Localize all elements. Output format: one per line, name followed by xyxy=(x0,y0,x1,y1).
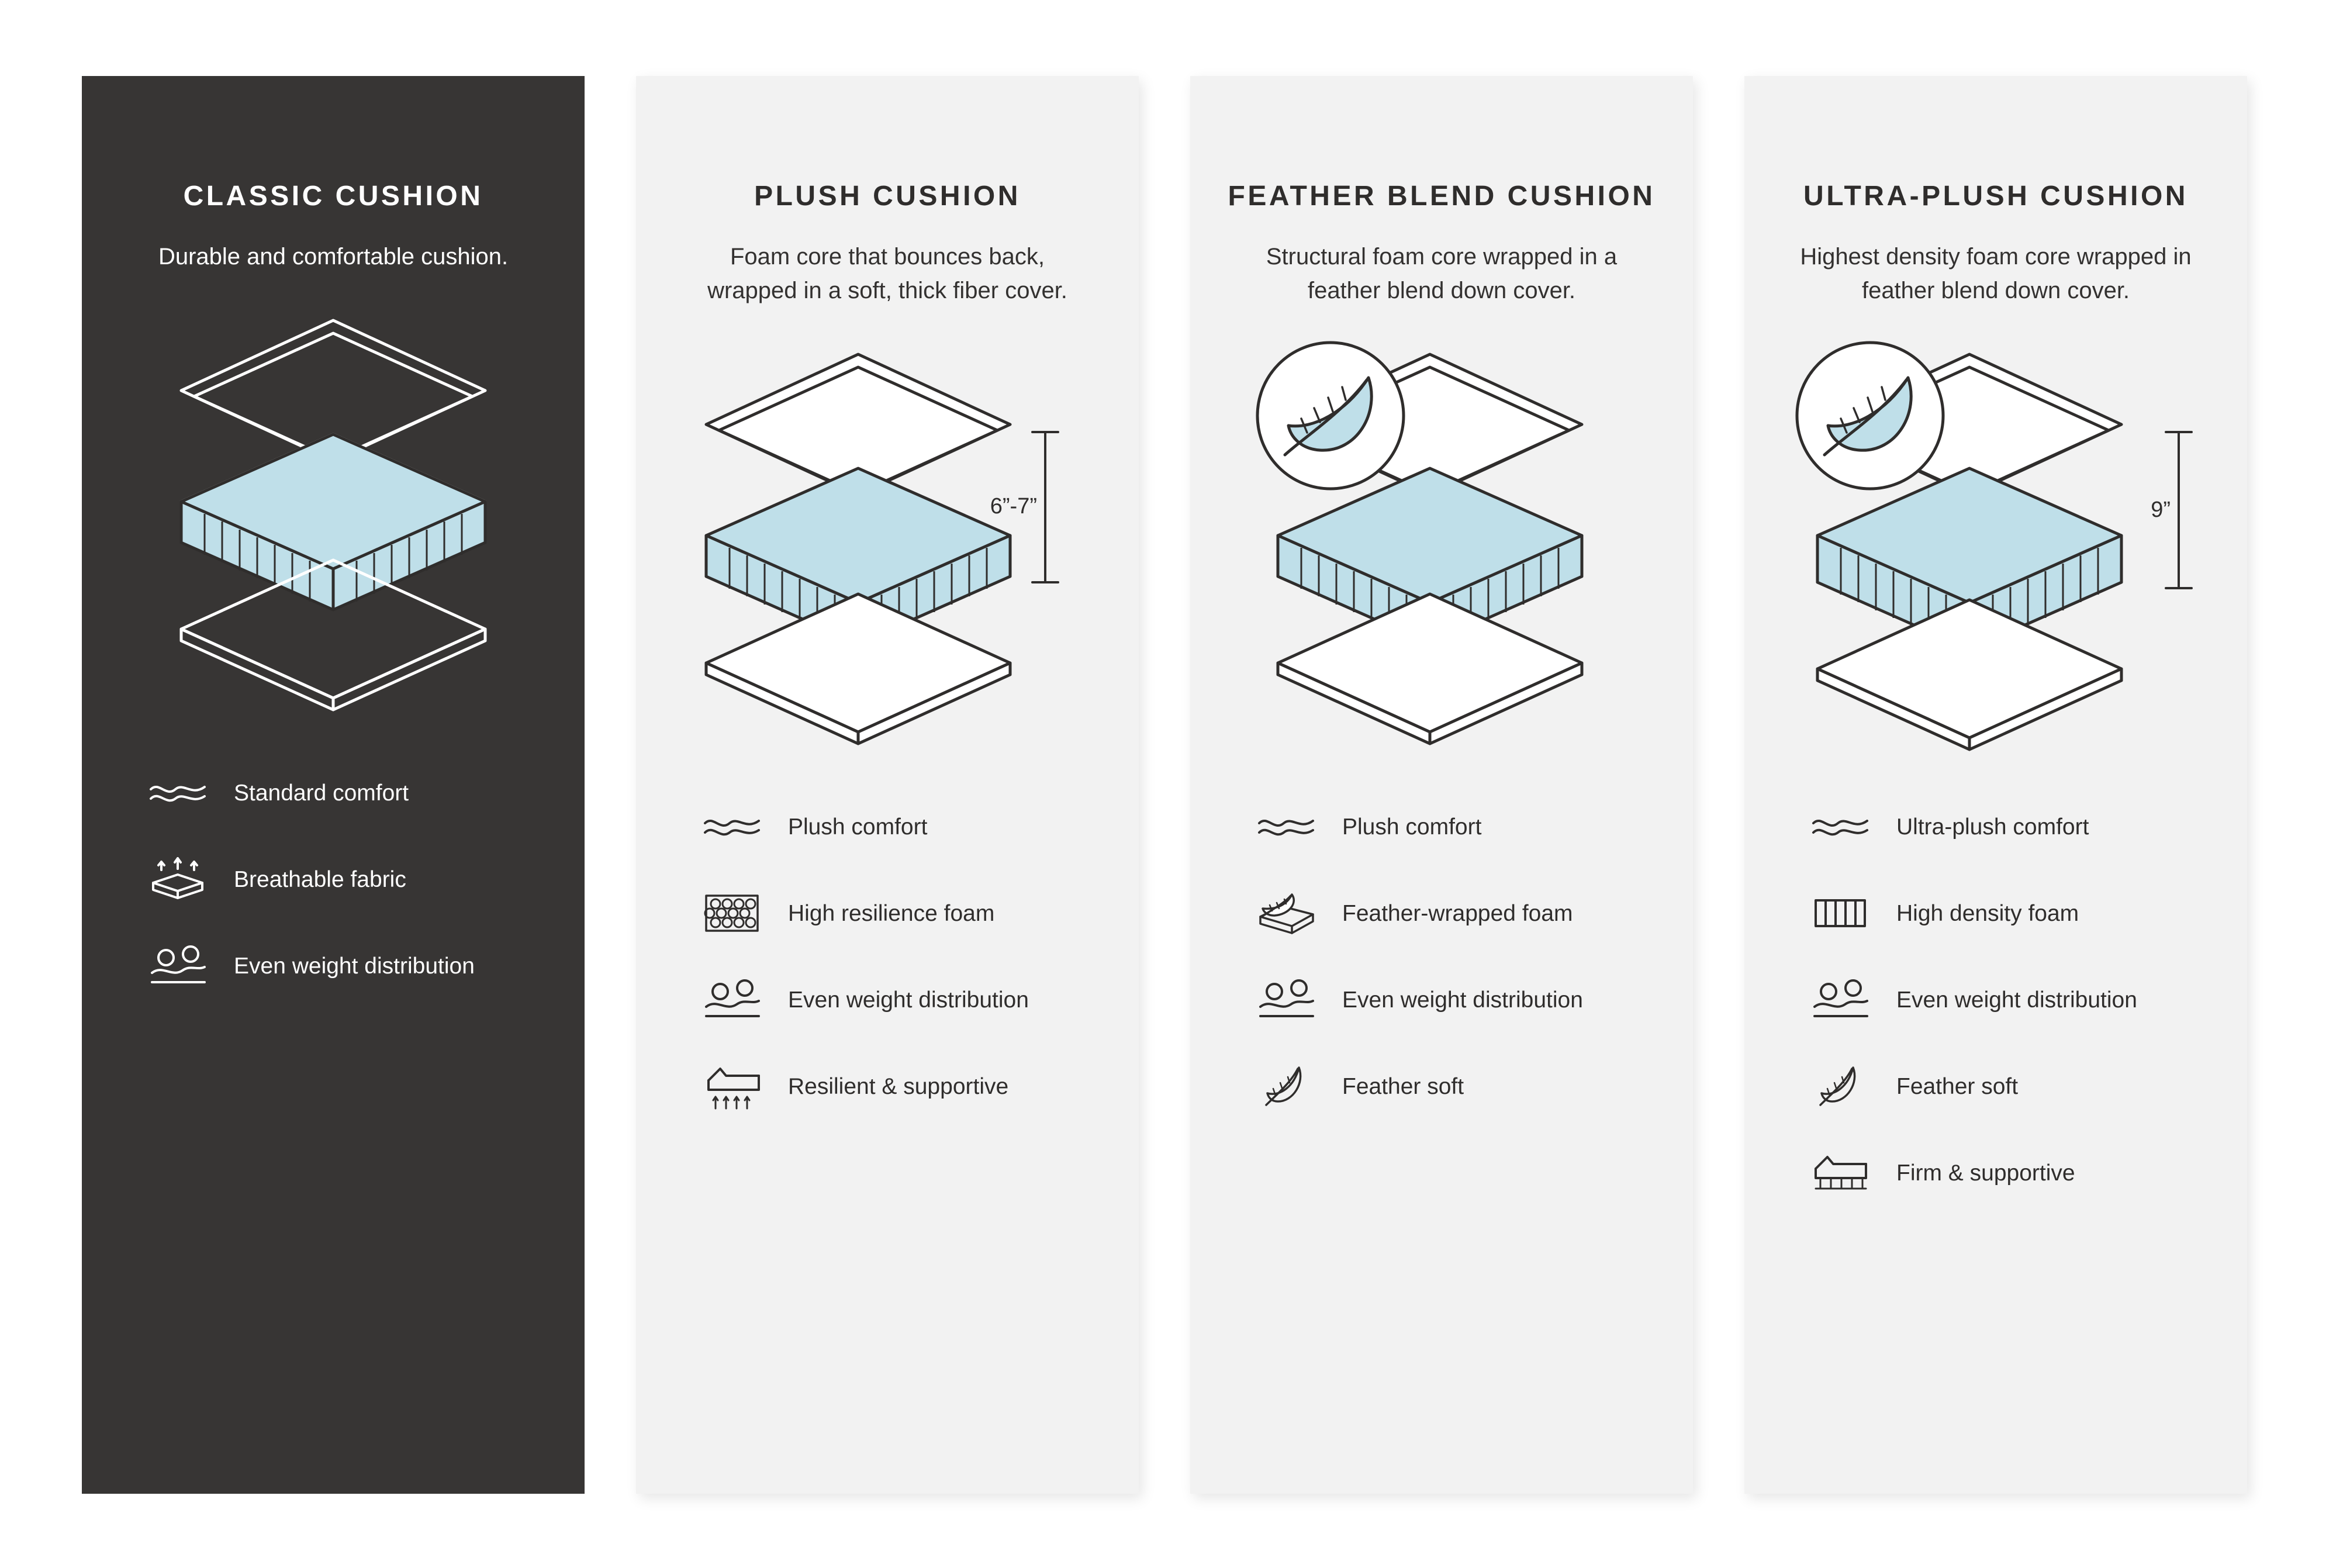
feature-label: Feather-wrapped foam xyxy=(1342,900,1573,926)
feature-label: Plush comfort xyxy=(788,814,928,840)
feature-label: Firm & supportive xyxy=(1896,1160,2075,1186)
feature-item xyxy=(1809,1145,2212,1201)
card-description: Highest density foam core wrapped in feather blend down cover. xyxy=(1800,244,2192,304)
weight-distribution-icon xyxy=(700,972,763,1028)
feature-item xyxy=(1255,799,1658,855)
feature-label: Resilient & supportive xyxy=(788,1073,1009,1099)
feature-item xyxy=(1809,1058,2212,1114)
feather-icon xyxy=(1255,1058,1318,1114)
feature-item xyxy=(1809,885,2212,941)
feature-item xyxy=(700,885,1104,941)
page-title: ULTRA-PLUSH CUSHION xyxy=(1803,181,2188,212)
leaf-badge xyxy=(1797,343,1943,489)
feature-item xyxy=(700,1058,1104,1114)
wave-icon xyxy=(1809,799,1872,855)
feature-label: Ultra-plush comfort xyxy=(1896,814,2089,840)
card-classic-cushion xyxy=(82,76,585,1494)
page-title: FEATHER BLEND CUSHION xyxy=(1228,181,1656,212)
feature-list-classic xyxy=(82,765,585,994)
feature-label: Standard comfort xyxy=(234,780,409,806)
card-feather-blend-cushion xyxy=(1190,76,1693,1494)
weight-distribution-icon xyxy=(1255,972,1318,1028)
page-title: PLUSH CUSHION xyxy=(754,181,1021,212)
page-title: CLASSIC CUSHION xyxy=(183,181,483,212)
feature-label: Plush comfort xyxy=(1342,814,1482,840)
measurement-label-plush: 6”-7” xyxy=(990,494,1037,519)
card-plush-cushion xyxy=(636,76,1139,1494)
measurement-label-ultra-plush: 9” xyxy=(2151,498,2171,523)
feature-list-ultra-plush xyxy=(1744,799,2247,1201)
cushion-diagram-plush xyxy=(636,325,1139,775)
card-ultra-plush-cushion xyxy=(1744,76,2247,1494)
cushion-diagram-feather-blend xyxy=(1190,325,1693,775)
feature-item xyxy=(146,938,550,994)
card-description: Foam core that bounces back, wrapped in a soft, thick fiber cover. xyxy=(707,244,1067,304)
feature-label: Even weight distribution xyxy=(788,987,1029,1013)
leaf-badge xyxy=(1257,343,1404,489)
feather-wrapped-foam-icon xyxy=(1255,885,1318,941)
firm-support-icon xyxy=(1809,1145,1872,1201)
feature-item xyxy=(1255,1058,1658,1114)
feature-item xyxy=(1255,972,1658,1028)
feature-item xyxy=(1809,972,2212,1028)
feature-item xyxy=(146,851,550,907)
cushion-diagram-ultra-plush xyxy=(1744,325,2247,775)
card-description: Durable and comfortable cushion. xyxy=(158,244,509,270)
feature-label: Even weight distribution xyxy=(1342,987,1583,1013)
feature-list-plush xyxy=(636,799,1139,1114)
wave-icon xyxy=(1255,799,1318,855)
feature-item xyxy=(700,972,1104,1028)
feature-item xyxy=(1809,799,2212,855)
feature-list-feather-blend xyxy=(1190,799,1693,1114)
weight-distribution-icon xyxy=(146,938,209,994)
feature-item xyxy=(146,765,550,821)
resilient-support-icon xyxy=(700,1058,763,1114)
wave-icon xyxy=(146,765,209,821)
honeycomb-foam-icon xyxy=(700,885,763,941)
feature-label: Feather soft xyxy=(1342,1073,1464,1099)
cushion-diagram-classic xyxy=(82,291,585,741)
feature-label: High density foam xyxy=(1896,900,2079,926)
wave-icon xyxy=(700,799,763,855)
feature-label: Feather soft xyxy=(1896,1073,2019,1099)
feature-label: High resilience foam xyxy=(788,900,995,926)
feature-item xyxy=(700,799,1104,855)
breathable-fabric-icon xyxy=(146,851,209,907)
feature-label: Breathable fabric xyxy=(234,866,406,892)
feature-item xyxy=(1255,885,1658,941)
high-density-foam-icon xyxy=(1809,885,1872,941)
card-description: Structural foam core wrapped in a feather blend down cover. xyxy=(1266,244,1618,304)
feature-label: Even weight distribution xyxy=(1896,987,2137,1013)
feather-icon xyxy=(1809,1058,1872,1114)
feature-label: Even weight distribution xyxy=(234,953,475,979)
weight-distribution-icon xyxy=(1809,972,1872,1028)
